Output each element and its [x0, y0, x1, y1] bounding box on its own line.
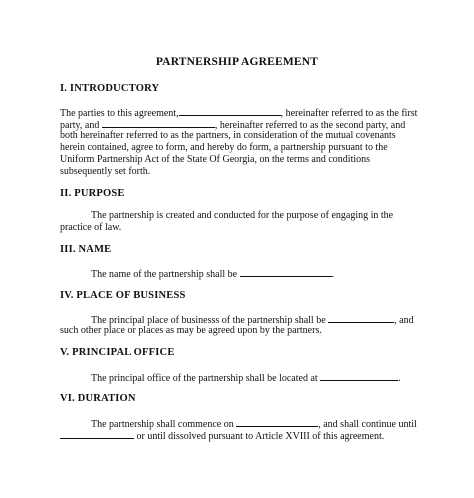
principal-office-location-blank[interactable]: [320, 371, 398, 381]
section-heading-introductory: I. INTRODUCTORY: [60, 83, 160, 94]
first-party-name-blank[interactable]: [179, 106, 281, 116]
document-title: PARTNERSHIP AGREEMENT: [155, 56, 319, 68]
introductory-line-4: herein contained, agree to form, and hereby do form, a partnership pursuant to the: [60, 142, 388, 153]
partnership-name-blank[interactable]: [240, 267, 332, 277]
place-of-business-blank[interactable]: [328, 313, 394, 323]
purpose-line-2: practice of law.: [60, 222, 122, 233]
introductory-line-1: The parties to this agreement, , hereinafter referred to as the first: [60, 108, 418, 119]
purpose-line-1: The partnership is created and conducted for the purpose of engaging in the: [91, 210, 394, 221]
duration-line-1: The partnership shall commence on , and shall continue until: [91, 419, 417, 430]
place-of-business-line-2: such other place or places as may be agreed upon by the partners.: [60, 325, 322, 336]
introductory-line-2: party, and , hereinafter referred to as the second party, and: [60, 120, 406, 131]
principal-office-line-1: The principal office of the partnership shall be located at .: [91, 373, 401, 384]
place-of-business-line-1: The principal place of businesss of the partnership shall be , and: [91, 315, 414, 326]
section-heading-purpose: II. PURPOSE: [60, 188, 125, 199]
termination-date-blank[interactable]: [60, 429, 134, 439]
introductory-line-5: Uniform Partnership Act of the State Of Georgia, on the terms and conditions: [60, 154, 371, 165]
commencement-date-blank[interactable]: [236, 417, 318, 427]
name-line-1: The name of the partnership shall be .: [91, 269, 335, 280]
section-heading-name: III. NAME: [60, 244, 112, 255]
section-heading-duration: VI. DURATION: [60, 393, 136, 404]
introductory-line-6: subsequently set forth.: [60, 166, 151, 177]
second-party-name-blank[interactable]: [102, 118, 215, 128]
duration-line-2: or until dissolved pursuant to Article XVIII of this agreement.: [60, 429, 384, 443]
section-heading-place-of-business: IV. PLACE OF BUSINESS: [60, 290, 186, 301]
introductory-line-3: both hereinafter referred to as the partners, in consideration of the mutual covenants: [60, 130, 396, 141]
section-heading-principal-office: V. PRINCIPAL OFFICE: [60, 347, 175, 358]
